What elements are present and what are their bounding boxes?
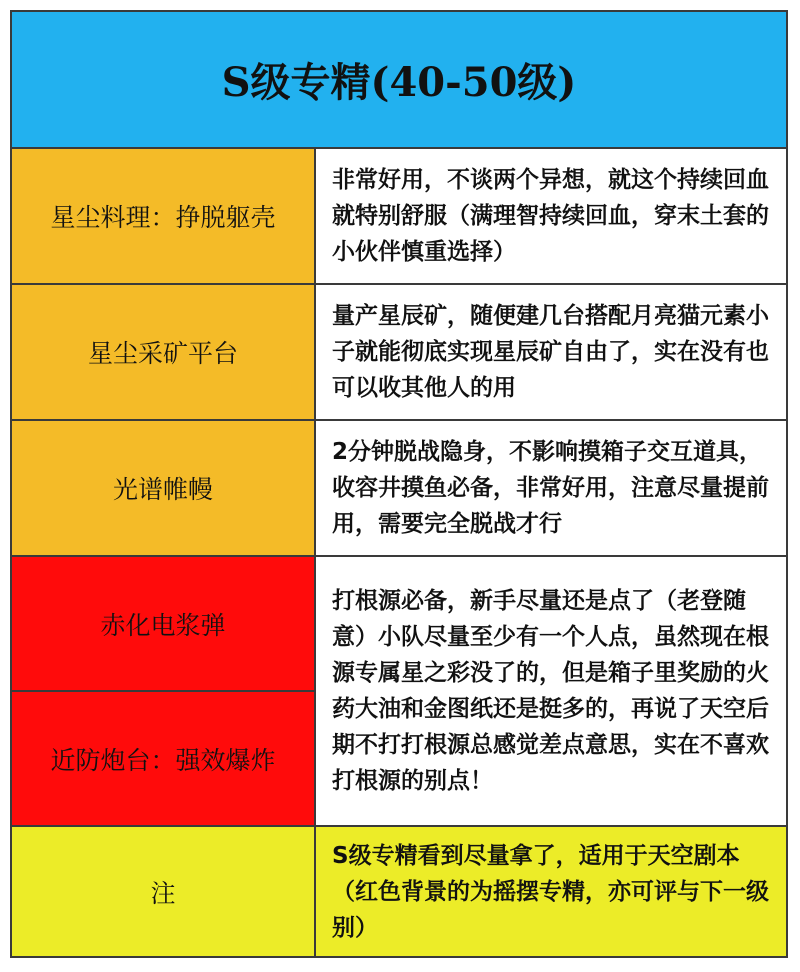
perk-name: 星尘采矿平台 <box>87 339 238 368</box>
table-row <box>12 421 786 557</box>
perk-name-cell <box>12 421 316 555</box>
note-desc-cell <box>316 827 786 956</box>
perk-desc-cell <box>316 149 786 283</box>
table-row <box>12 285 786 421</box>
perk-desc-cell <box>316 285 786 419</box>
perk-name-cell <box>12 692 316 825</box>
table-row-merged <box>12 557 786 827</box>
perk-name-cell <box>12 149 316 283</box>
perk-desc: 打根源必备，新手尽量还是点了（老登随意）小队尽量至少有一个人点，虽然现在根源专属星之彩没了的，但是箱子里奖励的火药大油和金图纸还是挺多的，再说了天空后期不打打根源总感觉差点意思，实在不喜欢打根源的别点！ <box>332 588 769 794</box>
perk-name: 近防炮台：强效爆炸 <box>50 745 276 775</box>
perk-name-cell <box>12 285 316 419</box>
perk-name: 赤化电浆弹 <box>100 610 226 640</box>
table-header <box>12 12 786 149</box>
perk-desc: 2分钟脱战隐身，不影响摸箱子交互道具，收容井摸鱼必备，非常好用，注意尽量提前用，需要完全脱战才行 <box>332 439 769 537</box>
perk-name: 星尘料理：挣脱躯壳 <box>50 203 276 232</box>
note-label-cell <box>12 827 316 956</box>
perk-desc-cell <box>316 557 786 825</box>
table-row <box>12 149 786 285</box>
perk-name-cell <box>12 557 316 692</box>
perk-desc-cell <box>316 421 786 555</box>
perk-desc: 非常好用，不谈两个异想，就这个持续回血就特别舒服（满理智持续回血，穿末土套的小伙伴慎重选择） <box>332 167 769 265</box>
perk-name: 光谱帷幔 <box>112 475 213 504</box>
note-desc: S级专精看到尽量拿了，适用于天空剧本（红色背景的为摇摆专精，亦可评与下一级别） <box>332 842 769 941</box>
note-row <box>12 827 786 956</box>
page-title: S级专精(40-50级) <box>221 59 577 106</box>
note-label: 注 <box>150 878 176 908</box>
perk-table <box>10 10 788 958</box>
perk-desc: 量产星辰矿，随便建几台搭配月亮猫元素小子就能彻底实现星辰矿自由了，实在没有也可以收其他人的用 <box>332 303 769 401</box>
